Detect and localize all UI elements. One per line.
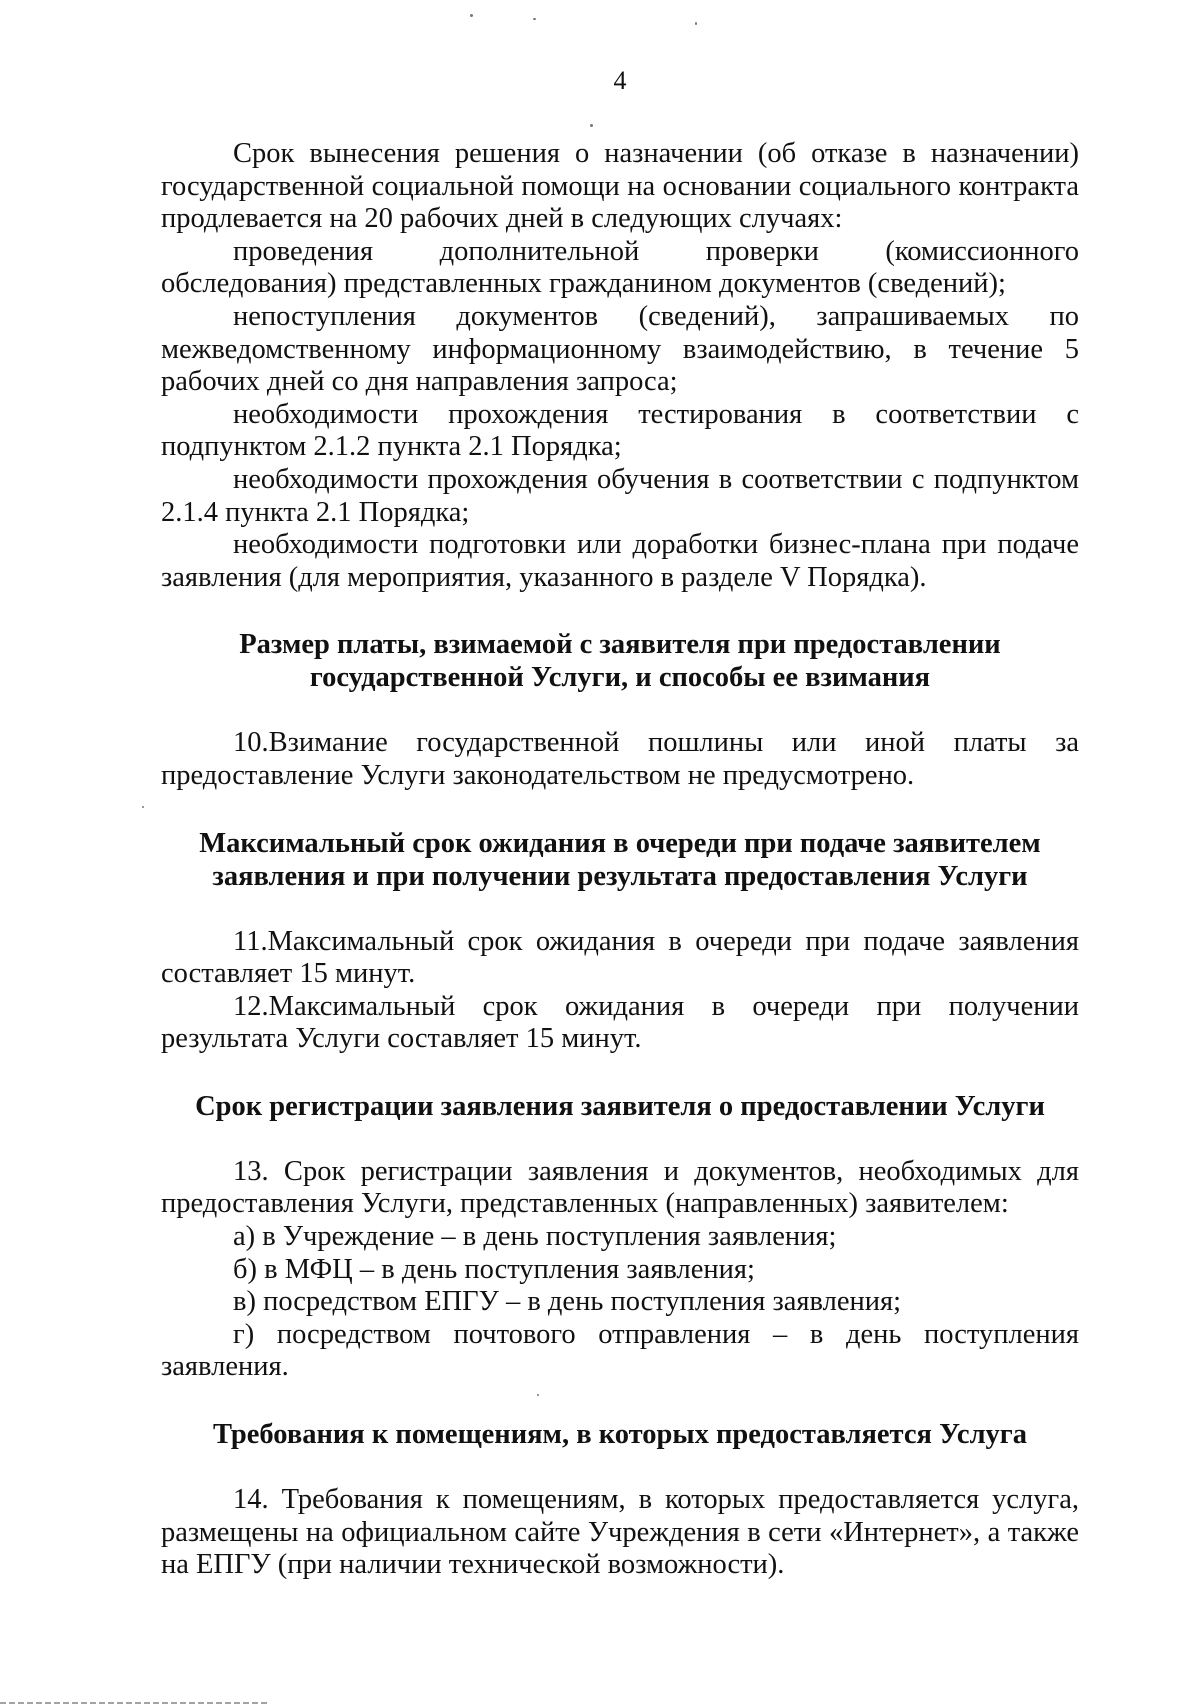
paragraph-13: 13. Срок регистрации заявления и документов, необходимых для предоставления Услуги, представленных (направленных) заявителем:	[161, 1155, 1079, 1220]
paragraph-case-verification: проведения дополнительной проверки (комиссионного обследования) представленных гражданином документов (сведений);	[161, 235, 1079, 300]
paragraph-14: 14. Требования к помещениям, в которых предоставляется услуга, размещены на официальном сайте Учреждения в сети «Интернет», а также на ЕПГУ (при наличии технической возможности).	[161, 1484, 1079, 1581]
paragraph-case-training: необходимости прохождения обучения в соответствии с подпунктом 2.1.4 пункта 2.1 Порядка;	[161, 463, 1079, 528]
paragraph-term-extension: Срок вынесения решения о назначении (об отказе в назначении) государственной социальной помощи на основании социального контракта продлевается на 20 рабочих дней в следующих случаях:	[161, 138, 1079, 235]
paragraph-case-documents: непоступления документов (сведений), запрашиваемых по межведомственному информационному взаимодействию, в течение 5 рабочих дней со дня направления запроса;	[161, 300, 1079, 398]
heading-registration: Срок регистрации заявления заявителя о предоставлении Услуги	[195, 1090, 1045, 1122]
scan-speck	[142, 806, 144, 808]
list-item-b: б) в МФЦ – в день поступления заявления;	[233, 1253, 755, 1285]
document-body	[161, 138, 1079, 1582]
scan-speck	[590, 124, 593, 127]
scan-edge-line	[0, 1702, 270, 1704]
paragraph-case-testing: необходимости прохождения тестирования в соответствии с подпунктом 2.1.2 пункта 2.1 Порядка;	[161, 398, 1079, 463]
heading-fee	[161, 628, 1079, 694]
scan-speck	[470, 14, 473, 17]
heading-wait-line2: заявления и при получении результата предоставления Услуги	[212, 860, 1028, 892]
paragraph-11: 11.Максимальный срок ожидания в очереди при подаче заявления составляет 15 минут.	[161, 925, 1079, 990]
heading-wait-time	[161, 827, 1079, 893]
heading-premises: Требования к помещениям, в которых предоставляется Услуга	[212, 1419, 1028, 1451]
scan-speck	[537, 1394, 539, 1396]
scan-speck	[695, 22, 697, 25]
list-item-c: в) посредством ЕПГУ – в день поступления заявления;	[233, 1286, 901, 1318]
scan-speck	[533, 18, 536, 20]
heading-fee-line2: государственной Услуги, и способы ее взимания	[309, 662, 931, 694]
list-item-d: г) посредством почтового отправления – в день поступления заявления.	[161, 1318, 1079, 1383]
heading-fee-line1: Размер платы, взимаемой с заявителя при предоставлении	[239, 629, 1001, 661]
page-number: 4	[613, 66, 627, 95]
paragraph-10: 10.Взимание государственной пошлины или иной платы за предоставление Услуги законодательством не предусмотрено.	[161, 727, 1079, 791]
paragraph-case-business-plan: необходимости подготовки или доработки бизнес-плана при подаче заявления (для мероприятия, указанного в разделе V Порядка).	[161, 529, 1079, 593]
list-item-a: а) в Учреждение – в день поступления заявления;	[233, 1221, 837, 1253]
paragraph-12: 12.Максимальный срок ожидания в очереди при получении результата Услуги составляет 15 минут.	[161, 990, 1079, 1055]
heading-wait-line1: Максимальный срок ожидания в очереди при подаче заявителем	[199, 827, 1041, 859]
